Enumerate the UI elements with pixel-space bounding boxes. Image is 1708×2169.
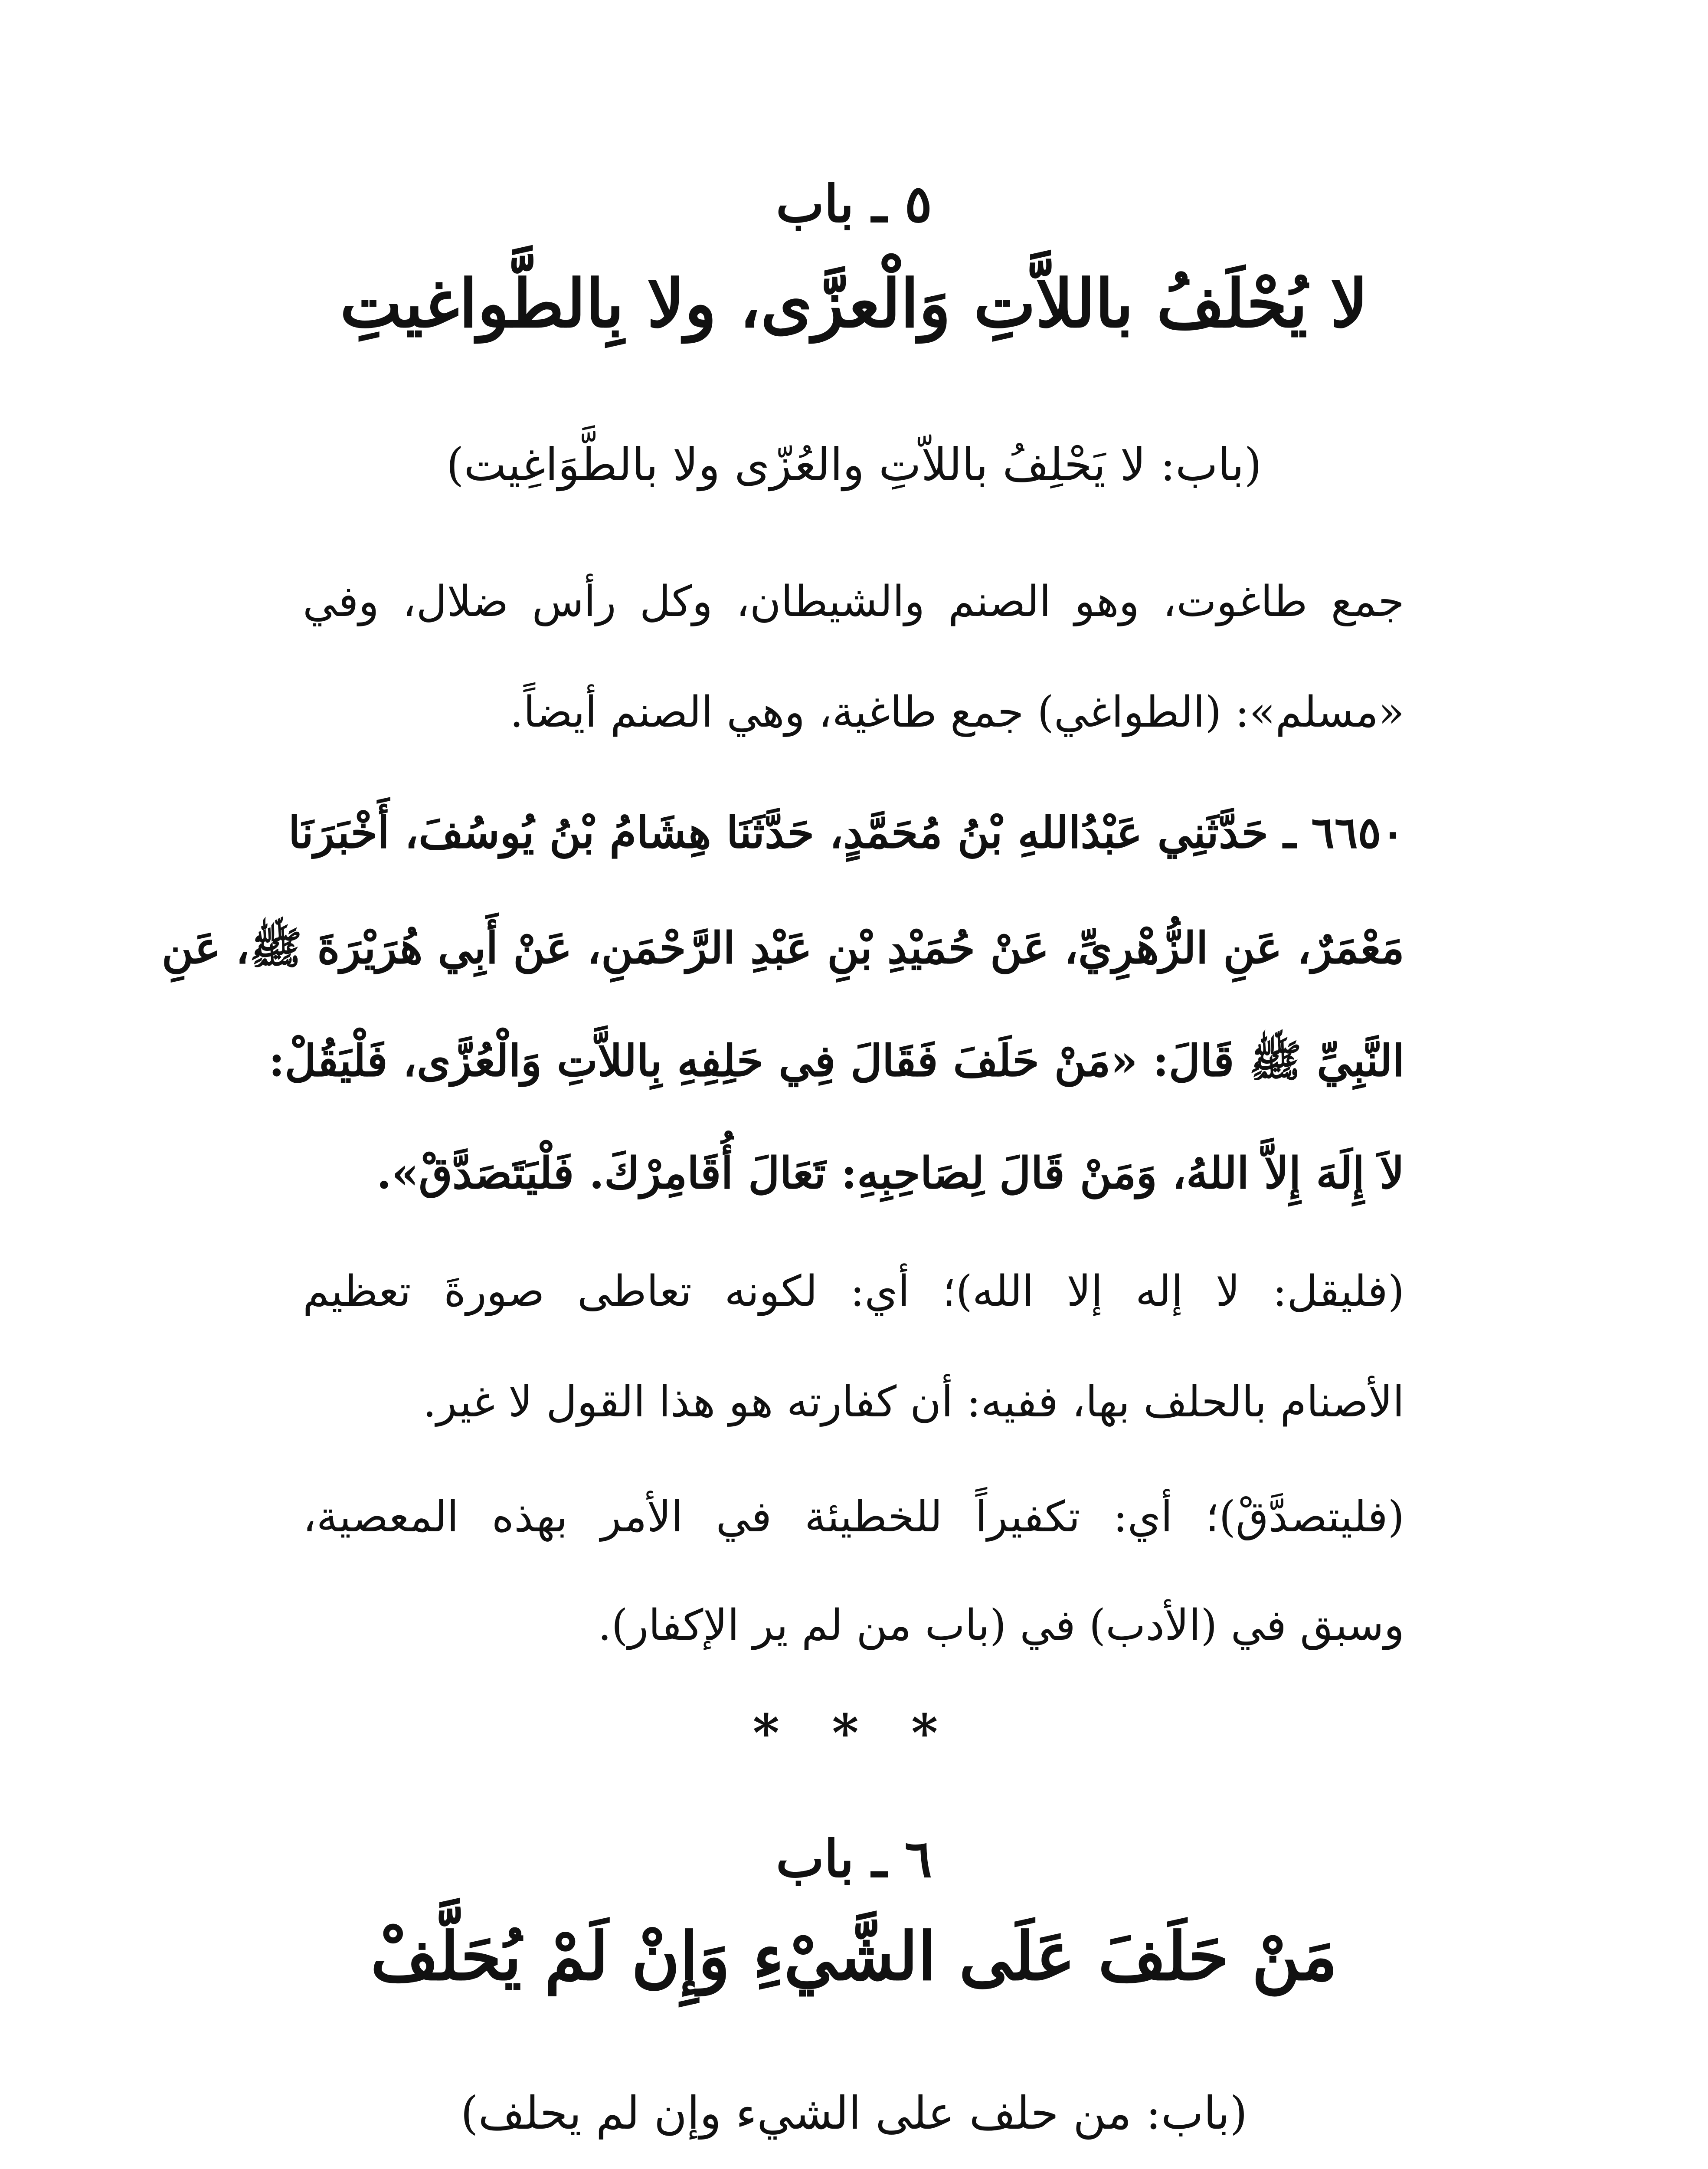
bab-6-number-label: ٦ ـ باب bbox=[775, 1828, 932, 1889]
hadith-6650-line-3: النَّبِيِّ ﷺ قَالَ: «مَنْ حَلَفَ فَقَالَ فِي حَلِفِهِ بِاللاَّتِ وَالْعُزَّى، فَلْيَقُلْ: bbox=[268, 1035, 1404, 1086]
commentary-line-1: جمع طاغوت، وهو الصنم والشيطان، وكل رأس ضلال، وفي bbox=[303, 577, 1404, 626]
hadith-6650-line-4: لاَ إِلَهَ إِلاَّ اللهُ، وَمَنْ قَالَ لِصَاحِبِهِ: تَعَالَ أُقَامِرْكَ. فَلْيَتَصَدَّقْ». bbox=[376, 1147, 1404, 1199]
commentary-line-2: «مسلم»: (الطواغي) جمع طاغية، وهي الصنم أيضاً. bbox=[510, 688, 1404, 737]
bab-5-number-label: ٥ ـ باب bbox=[775, 174, 932, 234]
explanation-1-line-2: الأصنام بالحلف بها، ففيه: أن كفارته هو هذا القول لا غير. bbox=[422, 1377, 1404, 1427]
explanation-2-line-1: (فليتصدَّقْ)؛ أي: تكفيراً للخطيئة في الأمر بهذه المعصية، bbox=[303, 1492, 1404, 1542]
explanation-1-line-1: (فليقل: لا إله إلا الله)؛ أي: لكونه تعاطى صورةَ تعظيم bbox=[303, 1267, 1404, 1316]
explanation-2-line-2: وسبق في (الأدب) في (باب من لم ير الإكفار). bbox=[598, 1601, 1404, 1650]
bab-6-title: مَنْ حَلَفَ عَلَى الشَّيْءِ وَإِنْ لَمْ يُحَلَّفْ bbox=[370, 1917, 1338, 1995]
bab-5-subtitle: (باب: لا يَحْلِفُ باللاّتِ والعُزّى ولا بالطَّوَاغِيت) bbox=[446, 438, 1262, 491]
bab-6-subtitle: (باب: من حلف على الشيء وإن لم يحلف) bbox=[460, 2087, 1248, 2140]
hadith-6650-line-2: مَعْمَرٌ، عَنِ الزُّهْرِيِّ، عَنْ حُمَيْدِ بْنِ عَبْدِ الرَّحْمَنِ، عَنْ أَبِي هُرَيْرَةَ ﷺ، عَنِ bbox=[161, 922, 1404, 973]
bab-5-title: لا يُحْلَفُ باللاَّتِ وَالْعزَّى، ولا بِالطَّواغيتِ bbox=[340, 265, 1368, 342]
section-separator: * * * bbox=[753, 1703, 955, 1763]
hadith-6650-line-1: ٦٦٥٠ ـ حَدَّثَنِي عَبْدُاللهِ بْنُ مُحَمَّدٍ، حَدَّثَنَا هِشَامُ بْنُ يُوسُفَ، أَخْبَرَنَا bbox=[288, 807, 1404, 858]
